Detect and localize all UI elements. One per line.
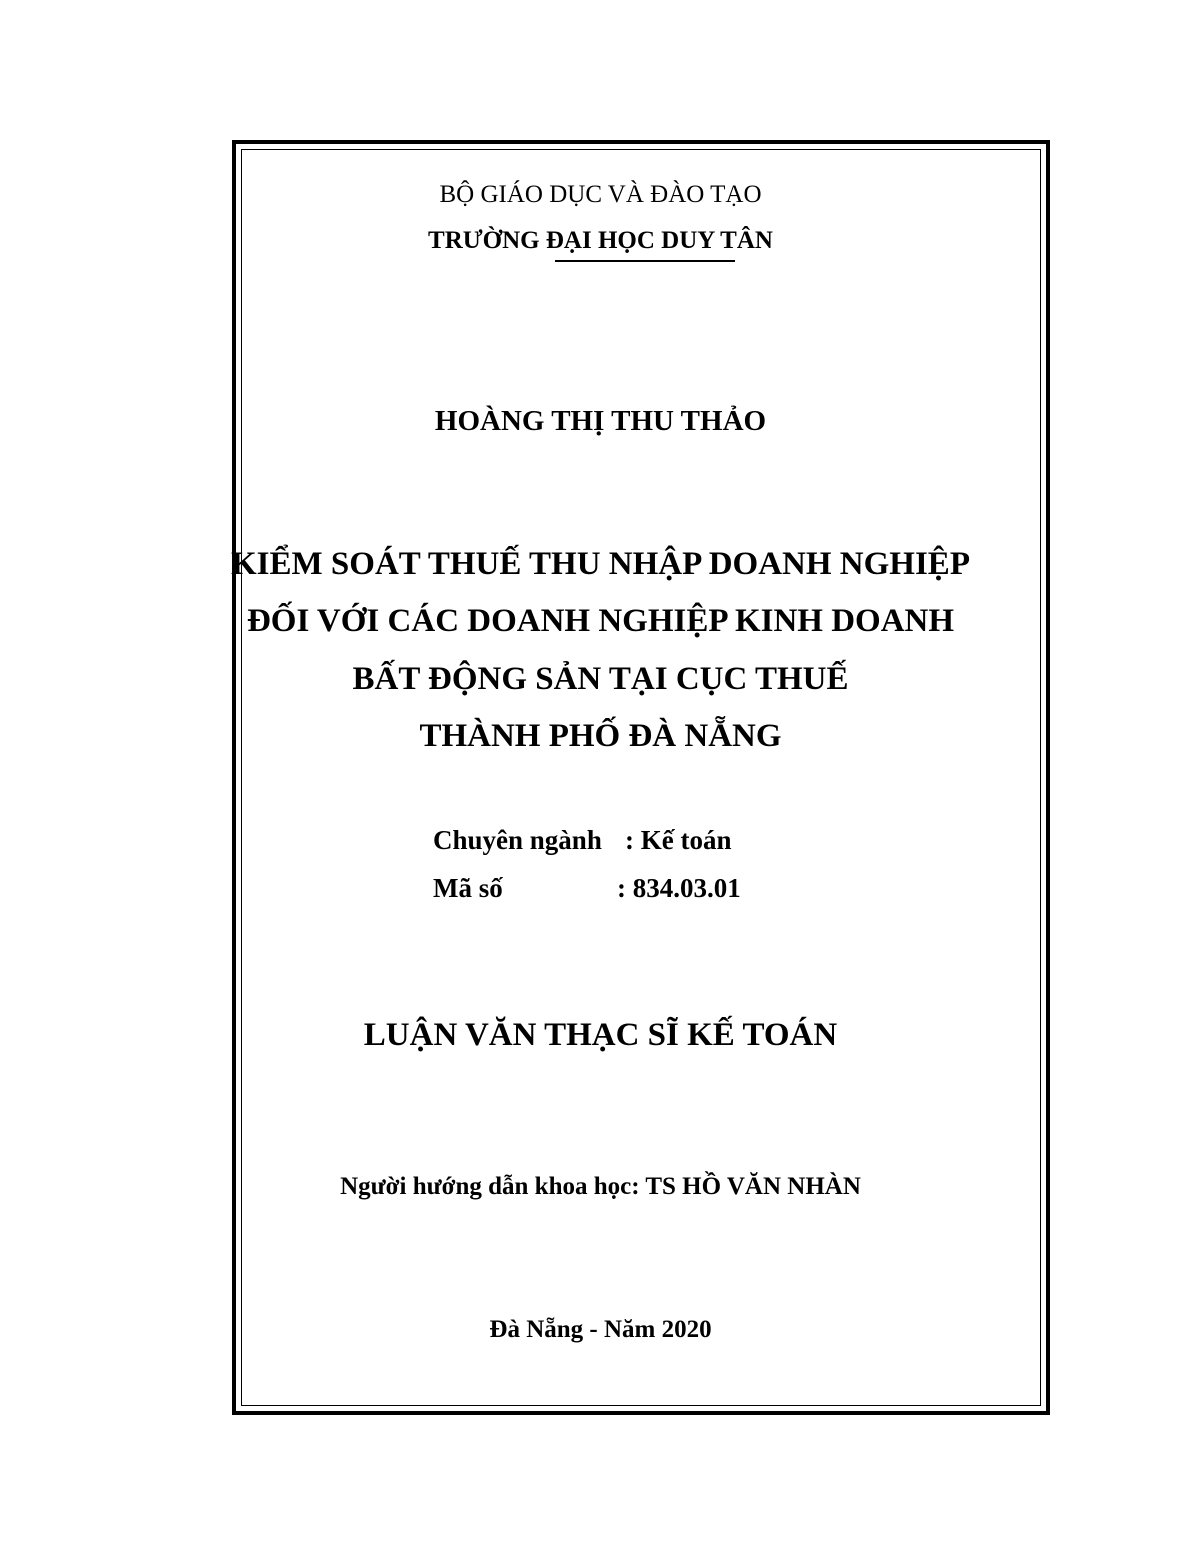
major-value: : Kế toán bbox=[625, 825, 732, 855]
major-label: Chuyên ngành bbox=[433, 825, 602, 855]
ministry-name: BỘ GIÁO DỤC VÀ ĐÀO TẠO bbox=[439, 181, 762, 208]
university-name: TRƯỜNG ĐẠI HỌC DUY TÂN bbox=[428, 227, 773, 254]
place-year: Đà Nẵng - Năm 2020 bbox=[489, 1316, 712, 1343]
thesis-title-line-2: ĐỐI VỚI CÁC DOANH NGHIỆP KINH DOANH bbox=[246, 603, 955, 639]
advisor: Người hướng dẫn khoa học: TS HỒ VĂN NHÀN bbox=[340, 1173, 861, 1200]
degree-title: LUẬN VĂN THẠC SĨ KẾ TOÁN bbox=[363, 1017, 838, 1053]
thesis-title-line-1: KIỂM SOÁT THUẾ THU NHẬP DOANH NGHIỆP bbox=[231, 546, 970, 582]
thesis-title-line-3: BẤT ĐỘNG SẢN TẠI CỤC THUẾ bbox=[352, 661, 849, 697]
thesis-title-line-4: THÀNH PHỐ ĐÀ NẴNG bbox=[419, 718, 782, 754]
university-underline bbox=[555, 260, 735, 262]
author-name: HOÀNG THỊ THU THẢO bbox=[434, 405, 767, 437]
code-label: Mã số bbox=[433, 873, 503, 903]
code-value: : 834.03.01 bbox=[617, 873, 741, 903]
page-border bbox=[232, 140, 1050, 1415]
page-border-inner bbox=[241, 149, 1041, 1406]
